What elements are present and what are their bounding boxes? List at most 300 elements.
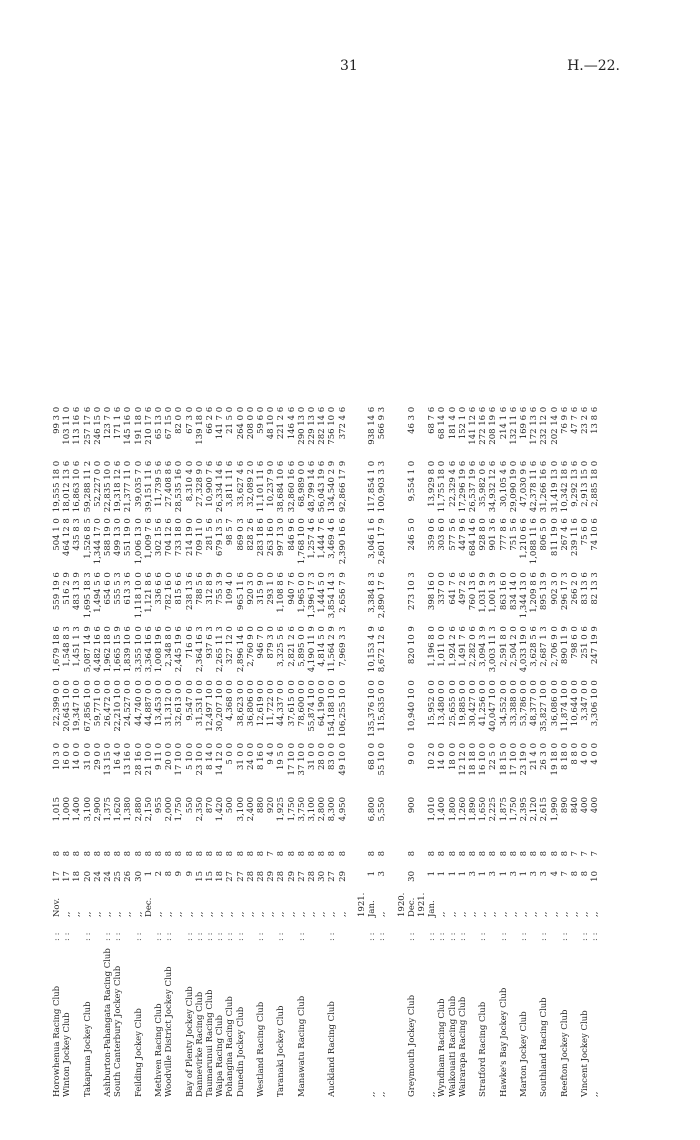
amount-col5-cell: 266 2 0: [569, 572, 580, 605]
totalisator-units-cell: 2,120: [529, 797, 540, 822]
day-cell: 3: [377, 871, 388, 877]
dividends-cell: 42,378 11 6: [529, 460, 540, 513]
days-count-cell: 8: [296, 851, 307, 857]
amount-col6-cell: 1,009 7 6: [143, 518, 154, 559]
days-count-cell: 8: [377, 851, 388, 857]
leader-dots-cell: : :: [427, 932, 438, 941]
amount-col6-cell: 267 4 6: [559, 518, 570, 551]
totalisator-units-cell: 920: [266, 797, 277, 814]
amount-col5-cell: 1,001 3 9: [488, 572, 499, 613]
day-cell: 3: [529, 871, 540, 877]
amount-col5-cell: 315 9 0: [256, 572, 267, 605]
amount-col4-cell: 716 0 6: [184, 626, 195, 659]
month-cell: ,,: [569, 911, 580, 917]
fractions-cell: 372 4 6: [337, 406, 348, 440]
leader-dots-cell: : :: [539, 932, 550, 941]
totalisator-units-cell: 1,890: [467, 797, 478, 822]
leader-dots-cell: : :: [327, 932, 338, 941]
amount-col2-cell: 10 3 0: [52, 743, 62, 771]
amount-col4-cell: 11,564 2 9: [327, 626, 338, 673]
amount-col2-cell: 22 5 0: [488, 743, 499, 771]
amount-col5-cell: 1,121 8 6: [143, 572, 154, 613]
month-cell: Jan.: [367, 900, 378, 917]
dividends-cell: 10,342 18 6: [559, 460, 570, 513]
day-cell: 3: [539, 871, 550, 877]
amount-col5-cell: 2,656 7 9: [337, 572, 348, 613]
leader-dots-cell: [509, 920, 519, 944]
dividends-cell: 11,101 11 6: [256, 460, 267, 513]
fractions-cell: 566 9 3: [377, 406, 388, 440]
investments-cell: 3,347 0 0: [580, 680, 591, 721]
day-cell: [397, 868, 407, 888]
table-row: [225, 404, 235, 1100]
amount-col5-cell: 82 13 3: [590, 572, 601, 605]
leader-dots-cell: : :: [164, 932, 175, 941]
investments-cell: [397, 677, 407, 740]
fractions-cell: [357, 404, 367, 458]
dividends-cell: 11,739 5 6: [154, 460, 165, 507]
dividends-cell: 9,554 1 0: [406, 460, 417, 502]
day-cell: 28: [245, 871, 256, 882]
amount-col4-cell: 1,665 15 9: [113, 626, 124, 673]
month-cell: ,,: [62, 911, 73, 917]
investments-cell: 31,312 0 0: [164, 680, 175, 727]
amount-col4-cell: 3,003 11 3: [488, 626, 499, 673]
fractions-cell: 214 1 6: [498, 406, 509, 440]
totalisator-units-cell: [417, 794, 427, 848]
amount-col6-cell: 359 0 6: [427, 518, 438, 551]
amount-col6-cell: 263 16 0: [266, 518, 277, 557]
dividends-cell: 34,932 12 6: [488, 460, 499, 513]
dividends-cell: 28,535 16 0: [174, 460, 185, 513]
fractions-cell: 82 0 0: [174, 406, 185, 434]
amount-col4-cell: 4,190 11 9: [307, 626, 318, 673]
days-count-cell: 8: [488, 851, 499, 857]
amount-col4-cell: 1,451 1 3: [72, 626, 83, 667]
days-count-cell: 8: [133, 851, 144, 857]
amount-col4-cell: 327 12 0: [225, 626, 236, 665]
leader-dots-cell: [570, 920, 580, 944]
leader-dots-cell: : :: [225, 932, 236, 941]
days-count-cell: [357, 848, 367, 868]
month-cell: ,,: [549, 911, 560, 917]
table-row: [437, 404, 447, 1100]
totalisator-units-cell: 400: [580, 797, 591, 814]
totalisator-units-cell: 1,750: [286, 797, 297, 822]
investments-cell: 24,527 0 0: [123, 680, 134, 727]
dividends-cell: 52,227 0 0: [92, 460, 103, 507]
day-cell: 26: [123, 871, 134, 882]
dividends-cell: 134,540 2 9: [327, 460, 338, 513]
amount-col5-cell: 483 13 9: [72, 572, 83, 611]
amount-col6-cell: 283 18 6: [256, 518, 267, 557]
amount-col5-cell: 312 8 9: [205, 572, 216, 605]
amount-col4-cell: 2,706 9 0: [549, 626, 560, 667]
month-cell: ,,: [447, 911, 458, 917]
leader-dots-cell: [307, 920, 317, 944]
club-name-cell: Dunedin Jockey Club: [235, 1006, 246, 1097]
amount-col5-cell: 398 16 0: [427, 572, 438, 611]
fractions-cell: 272 16 6: [478, 406, 489, 445]
club-name-cell: Greymouth Jockey Club: [406, 994, 417, 1097]
amount-col4-cell: 2,591 8 0: [498, 626, 509, 667]
day-cell: 18: [215, 871, 226, 882]
dividends-cell: 39,151 11 6: [143, 460, 154, 513]
club-name-cell: [287, 944, 297, 1100]
days-count-cell: 7: [580, 851, 591, 857]
totalisator-units-cell: 1,010: [427, 797, 438, 822]
amount-col6-cell: 679 13 5: [215, 518, 226, 557]
amount-col2-cell: 18 15 0: [498, 743, 509, 776]
amount-col4-cell: 3,094 3 9: [478, 626, 489, 667]
month-cell: ,,: [266, 911, 277, 917]
day-cell: 17: [62, 871, 73, 882]
fractions-cell: 123 7 0: [103, 406, 114, 440]
day-cell: 1: [437, 871, 448, 877]
month-cell: ,,: [256, 911, 267, 917]
table-row: [134, 404, 144, 1100]
club-name-cell: [397, 944, 407, 1100]
amount-col2-cell: 14 0 0: [437, 743, 448, 771]
amount-col6-cell: 733 18 0: [174, 518, 185, 557]
amount-col6-cell: 709 11 0: [194, 518, 205, 557]
table-row: [468, 404, 478, 1100]
day-cell: 9: [174, 871, 185, 877]
club-name-cell: [529, 944, 539, 1100]
month-cell: ,,: [154, 911, 165, 917]
dividends-cell: [397, 458, 407, 515]
month-cell: 1921.: [356, 892, 367, 917]
day-cell: 9: [184, 871, 195, 877]
investments-cell: 44,887 0 0: [143, 680, 154, 727]
table-row: [154, 404, 164, 1100]
amount-col4-cell: 4,033 19 0: [518, 626, 529, 673]
month-cell: ,,: [529, 911, 540, 917]
amount-col4-cell: 820 10 9: [406, 626, 417, 665]
month-cell: ,,: [377, 911, 388, 917]
dividends-cell: 29,090 19 0: [508, 460, 519, 513]
days-count-cell: 8: [518, 851, 529, 857]
day-cell: [357, 868, 367, 888]
amount-col2-cell: 24 0 0: [245, 743, 256, 771]
totalisator-units-cell: 1,400: [72, 797, 83, 822]
club-name-cell: [357, 944, 367, 1100]
club-name-cell: Taumarunui Racing Club: [205, 989, 216, 1097]
amount-col6-cell: 704 12 6: [164, 518, 175, 557]
amount-col5-cell: 863 16 0: [498, 572, 509, 611]
amount-col6-cell: [397, 515, 407, 569]
amount-col4-cell: 1,008 19 6: [154, 626, 165, 673]
table-row: [327, 404, 337, 1100]
amount-col4-cell: 3,628 5 6: [529, 626, 540, 667]
club-name-cell: [72, 944, 82, 1100]
day-cell: 1: [518, 871, 529, 877]
day-cell: 1: [427, 871, 438, 877]
amount-col4-cell: 3,325 5 6: [276, 626, 287, 667]
amount-col2-cell: 17 10 0: [508, 743, 519, 776]
investments-cell: 59,771 0 0: [92, 680, 103, 727]
days-count-cell: 8: [307, 851, 318, 857]
club-name-cell: Wairarapa Racing Club: [457, 996, 468, 1097]
days-count-cell: 8: [549, 851, 560, 857]
investments-cell: 67,856 10 0: [82, 680, 93, 732]
spacer-row: [348, 404, 357, 1100]
investments-cell: 78,600 0 0: [296, 680, 307, 727]
fractions-cell: 103 11 0: [62, 406, 73, 445]
table-row: [93, 404, 103, 1100]
month-cell: ,,: [286, 911, 297, 917]
month-cell: ,,: [72, 911, 83, 917]
leader-dots-cell: : :: [276, 932, 287, 941]
amount-col4-cell: [397, 623, 407, 677]
club-name-cell: Auckland Racing Club: [327, 1001, 338, 1097]
club-name-cell: [174, 944, 184, 1100]
table-row: [417, 404, 427, 1100]
club-name-cell: Dannevirke Racing Club: [194, 991, 205, 1097]
investments-cell: 44,740 0 0: [133, 680, 144, 727]
totalisator-units-cell: 3,100: [307, 797, 318, 822]
leader-dots-cell: : :: [406, 932, 417, 941]
club-name-cell: [488, 944, 498, 1100]
month-cell: ,,: [235, 911, 246, 917]
amount-col2-cell: 17 10 0: [174, 743, 185, 776]
table-row: [407, 404, 417, 1100]
totalisator-units-cell: 1,380: [123, 797, 134, 822]
days-count-cell: 8: [559, 851, 570, 857]
amount-col2-cell: 19 18 0: [549, 743, 560, 776]
amount-col6-cell: 435 8 3: [72, 518, 83, 551]
amount-col5-cell: [357, 569, 367, 623]
dividends-cell: 117,854 1 0: [367, 460, 378, 513]
days-count-cell: 8: [406, 851, 417, 857]
totalisator-units-cell: 500: [225, 797, 236, 814]
amount-col5-cell: 1,209 8 6: [529, 572, 540, 613]
investments-cell: 34,552 0 0: [498, 680, 509, 727]
investments-cell: 13,453 0 0: [154, 680, 165, 727]
leader-dots-cell: : :: [437, 932, 448, 941]
table-row: [205, 404, 215, 1100]
amount-col5-cell: 3,384 8 3: [367, 572, 378, 613]
club-name-cell: ,,: [377, 1091, 388, 1097]
totalisator-units-cell: 400: [590, 797, 601, 814]
fractions-cell: 141 12 6: [467, 406, 478, 445]
dividends-cell: 10,900 7 6: [205, 460, 216, 507]
days-count-cell: 8: [317, 851, 328, 857]
fractions-cell: 208 0 0: [245, 406, 256, 440]
totalisator-units-cell: 1,925: [276, 797, 287, 822]
amount-col6-cell: 588 19 0: [103, 518, 114, 557]
club-name-cell: Feilding Jockey Club: [133, 1008, 144, 1097]
investments-cell: 4,368 0 0: [225, 680, 236, 721]
leader-dots-cell: [93, 920, 103, 944]
amount-col4-cell: 2,348 8 0: [164, 626, 175, 667]
investments-cell: 37,615 0 0: [286, 680, 297, 727]
leader-dots-cell: : :: [559, 932, 570, 941]
days-count-cell: 8: [225, 851, 236, 857]
amount-col4-cell: 1,548 8 3: [62, 626, 73, 667]
days-count-cell: 8: [52, 851, 62, 857]
amount-col5-cell: 555 5 3: [113, 572, 124, 605]
amount-col4-cell: [357, 623, 367, 677]
leader-dots-cell: [529, 920, 539, 944]
day-cell: 1: [143, 871, 154, 877]
days-count-cell: 8: [235, 851, 246, 857]
amount-col2-cell: 19 5 0: [276, 743, 287, 771]
totalisator-units-cell: 5,550: [377, 797, 388, 822]
investments-cell: 10,644 0 0: [569, 680, 580, 727]
amount-col2-cell: 4 0 0: [590, 743, 601, 765]
club-name-cell: Wyndham Racing Club: [437, 998, 448, 1097]
day-cell: 3: [488, 871, 499, 877]
amount-col4-cell: 3,355 10 0: [133, 626, 144, 673]
amount-col4-cell: 7,969 3 3: [337, 626, 348, 667]
amount-col4-cell: 5,895 0 0: [296, 626, 307, 667]
rotated-table-container: [52, 90, 622, 1100]
amount-col5-cell: 83 13 6: [580, 572, 591, 605]
club-name-cell: [550, 944, 560, 1100]
investments-cell: 35,827 10 0: [539, 680, 550, 732]
day-cell: 27: [296, 871, 307, 882]
club-name-cell: [468, 944, 478, 1100]
dividends-cell: 19,555 18 0: [52, 460, 62, 513]
table-row: [185, 404, 195, 1100]
month-cell: ,,: [539, 911, 550, 917]
amount-col6-cell: 1,088 11 6: [529, 518, 540, 565]
investments-cell: 36,086 0 0: [549, 680, 560, 727]
amount-col5-cell: 1,344 13 0: [518, 572, 529, 619]
day-cell: 1: [478, 871, 489, 877]
fractions-cell: 139 18 0: [194, 406, 205, 445]
investments-cell: 55,874 10 0: [307, 680, 318, 732]
fractions-cell: [417, 404, 427, 458]
amount-col2-cell: 49 10 0: [337, 743, 348, 776]
table-row: [297, 404, 307, 1100]
amount-col6-cell: 504 1 0: [52, 518, 62, 551]
amount-col4-cell: 1,679 18 6: [52, 626, 62, 673]
table-row: [266, 404, 276, 1100]
club-name-cell: Southland Racing Club: [539, 997, 550, 1097]
fractions-cell: 282 14 6: [317, 406, 328, 445]
dividends-cell: 27,408 8 6: [164, 460, 175, 507]
investments-cell: 25,655 0 0: [447, 680, 458, 727]
totalisator-units-cell: [357, 794, 367, 848]
days-count-cell: 8: [286, 851, 297, 857]
club-name-cell: ,,: [427, 1091, 438, 1097]
month-cell: ,,: [478, 911, 489, 917]
table-row: [550, 404, 560, 1100]
leader-dots-cell: [123, 920, 133, 944]
month-cell: ,,: [467, 911, 478, 917]
club-name-cell: [266, 944, 276, 1100]
dividends-cell: 10,237 9 0: [266, 460, 277, 507]
days-count-cell: 8: [92, 851, 103, 857]
totalisator-units-cell: 2,000: [164, 797, 175, 822]
investments-cell: 10,940 10 0: [406, 680, 417, 732]
club-name-cell: [417, 944, 427, 1100]
totalisator-units-cell: 6,800: [367, 797, 378, 822]
amount-col4-cell: 4,814 5 0: [317, 626, 328, 667]
day-cell: 1: [447, 871, 458, 877]
amount-col5-cell: 920 3 0: [245, 572, 256, 605]
fractions-cell: 169 6 6: [518, 406, 529, 440]
table-row: [195, 404, 205, 1100]
amount-col6-cell: 846 9 6: [286, 518, 297, 551]
leader-dots-cell: [246, 920, 256, 944]
club-name-cell: Waipa Racing Club: [215, 1015, 226, 1097]
amount-col5-cell: [417, 569, 427, 623]
month-cell: ,,: [225, 911, 236, 917]
amount-col5-cell: 613 3 6: [123, 572, 134, 605]
leader-dots-cell: [488, 920, 498, 944]
amount-col2-cell: 28 16 0: [133, 743, 144, 776]
fractions-cell: 938 14 6: [367, 406, 378, 445]
dividends-cell: 92,866 17 9: [337, 460, 348, 513]
club-name-cell: Hawke's Bay Jockey Club: [498, 987, 509, 1097]
table-row: [509, 404, 519, 1100]
club-name-cell: South Canterbury Jockey Club: [113, 965, 124, 1097]
table-row: [357, 404, 367, 1100]
table-row: [164, 404, 174, 1100]
leader-dots-cell: : :: [62, 932, 73, 941]
totalisator-units-cell: 955: [154, 797, 165, 814]
table-row: [499, 404, 509, 1100]
month-cell: ,,: [92, 911, 103, 917]
leader-dots-cell: [174, 920, 184, 944]
amount-col2-cell: 55 10 0: [377, 743, 388, 776]
leader-dots-cell: [397, 920, 407, 944]
table-row: [488, 404, 498, 1100]
amount-col5-cell: 1,965 0 0: [296, 572, 307, 613]
fractions-cell: 208 19 6: [488, 406, 499, 445]
leader-dots-cell: : :: [205, 932, 216, 941]
amount-col6-cell: 777 8 6: [498, 518, 509, 551]
month-cell: ,,: [205, 911, 216, 917]
days-count-cell: 8: [143, 851, 154, 857]
amount-col4-cell: 2,265 11 3: [215, 626, 226, 673]
leader-dots-cell: [287, 920, 297, 944]
day-cell: 7: [559, 871, 570, 877]
dividends-cell: 100,903 3 3: [377, 460, 388, 513]
amount-col5-cell: 1,031 9 9: [478, 572, 489, 613]
month-cell: ,,: [457, 911, 468, 917]
days-count-cell: 8: [82, 851, 93, 857]
investments-cell: 9,547 0 0: [184, 680, 195, 721]
investments-cell: 12,497 10 0: [205, 680, 216, 732]
amount-col5-cell: 641 7 6: [447, 572, 458, 605]
table-row: [590, 404, 600, 1100]
leader-dots-cell: : :: [498, 932, 509, 941]
day-cell: 24: [92, 871, 103, 882]
table-row: [539, 404, 549, 1100]
table-row: [397, 404, 407, 1100]
days-count-cell: 8: [447, 851, 458, 857]
table-row: [367, 404, 377, 1100]
month-cell: ,,: [488, 911, 499, 917]
leader-dots-cell: : :: [52, 932, 62, 941]
amount-col4-cell: 2,504 2 0: [508, 626, 519, 667]
days-count-cell: 8: [337, 851, 348, 857]
amount-col4-cell: 1,962 18 0: [103, 626, 114, 673]
leader-dots-cell: [417, 920, 427, 944]
table-row: [256, 404, 266, 1100]
amount-col5-cell: 1,444 5 0: [317, 572, 328, 613]
investments-cell: 48,377 0 0: [529, 680, 540, 727]
club-name-cell: Takapuna Jockey Club: [82, 1001, 93, 1097]
amount-col5-cell: 834 14 0: [508, 572, 519, 611]
fractions-cell: 67 15 0: [164, 406, 175, 440]
investments-cell: 40,047 10 0: [488, 680, 499, 732]
fractions-cell: 99 3 0: [52, 406, 62, 434]
